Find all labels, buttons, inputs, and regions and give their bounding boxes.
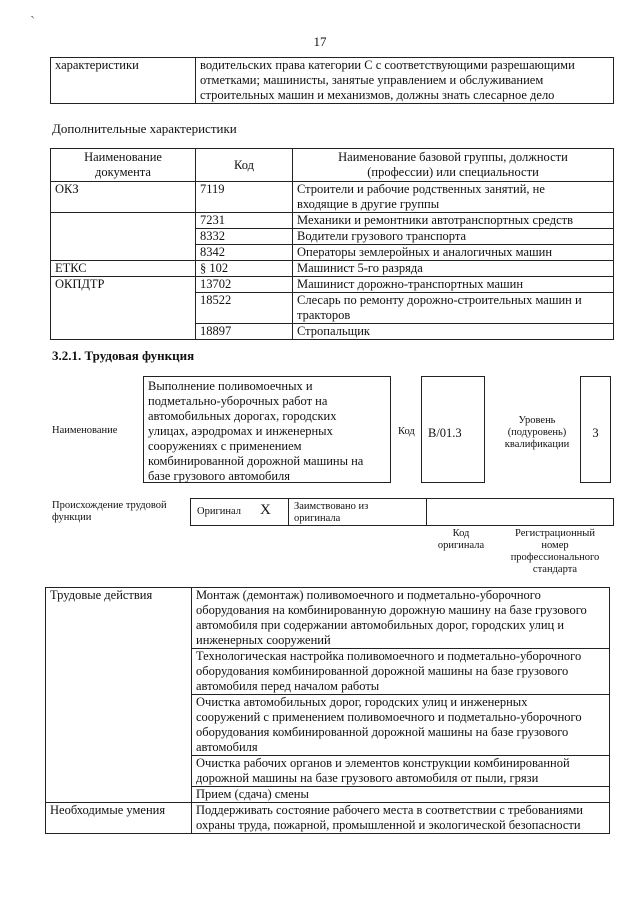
skill-line: охраны труда, пожарной, промышленной и экологической безопасности <box>196 818 581 832</box>
table-row <box>46 588 610 649</box>
header-code: Код <box>196 149 293 182</box>
function-name-line: комбинированной дорожной машины на <box>148 454 364 468</box>
name-cell: Механики и ремонтники автотранспортных средств <box>293 213 614 229</box>
top-characteristics-table <box>50 57 614 104</box>
doc-cell: ЕТКС <box>51 261 196 277</box>
name-cell <box>293 293 614 324</box>
level-label-line: Уровень <box>518 415 556 426</box>
function-name-line: автомобильных дорогах, городских <box>148 409 337 423</box>
actions-label: Трудовые действия <box>46 588 192 803</box>
code-cell: 8332 <box>196 229 293 245</box>
code-cell: 7119 <box>196 182 293 213</box>
origin-divider <box>288 498 289 526</box>
origin-label-line: Происхождение трудовой <box>52 500 167 511</box>
name-line: входящие в другие группы <box>297 197 440 211</box>
action-line: оборудования комбинированной дорожной машины на базе грузового <box>196 664 569 678</box>
function-name-line: подметально-уборочных работ на <box>148 394 328 408</box>
level-label-line: квалификации <box>504 439 570 450</box>
level-value: 3 <box>592 426 599 440</box>
top-table-label: характеристики <box>51 58 196 104</box>
action-line: дорожной машины на базе грузового автомобиля от пыли, грязи <box>196 771 539 785</box>
table-row <box>51 324 614 340</box>
function-name-line: базе грузового автомобиля <box>148 469 290 483</box>
name-cell <box>293 182 614 213</box>
code-value: B/01.3 <box>428 426 462 440</box>
function-name-line: улицах, аэродромах и инженерных <box>148 424 333 438</box>
code-cell: 7231 <box>196 213 293 229</box>
reg-number-line: номер <box>541 540 569 551</box>
table-row <box>51 229 614 245</box>
level-label-line: (подуровень) <box>507 427 567 438</box>
code-original-label <box>426 528 496 552</box>
action-line: Монтаж (демонтаж) поливомоечного и подметально-уборочного <box>196 588 541 602</box>
name-cell: Водители грузового транспорта <box>293 229 614 245</box>
doc-cell: ОКЗ <box>51 182 196 213</box>
header-doc-line: Наименование <box>84 150 162 164</box>
action-line: Технологическая настройка поливомоечного и подметально-уборочного <box>196 649 582 663</box>
reg-number-line: стандарта <box>532 564 578 575</box>
borrowed-label-line: Заимствовано из <box>294 501 369 512</box>
labor-actions-table <box>45 587 610 834</box>
code-cell: 8342 <box>196 245 293 261</box>
action-line: Очистка рабочих органов и элементов конструкции комбинированной <box>196 756 570 770</box>
name-cell: Машинист дорожно-транспортных машин <box>293 277 614 293</box>
action-line: Прием (сдача) смены <box>196 787 309 801</box>
action-cell <box>192 649 610 695</box>
action-line: оборудования комбинированной дорожной машины на базе грузового <box>196 725 569 739</box>
name-cell: Машинист 5-го разряда <box>293 261 614 277</box>
header-doc <box>51 149 196 182</box>
header-name <box>293 149 614 182</box>
borrowed-label <box>294 501 368 525</box>
action-cell <box>192 695 610 756</box>
table-row <box>51 213 614 229</box>
table-row <box>51 261 614 277</box>
action-cell <box>192 756 610 787</box>
page-number: 17 <box>313 34 327 49</box>
reg-number-line: Регистрационный <box>515 528 595 539</box>
code-value-box <box>421 376 485 483</box>
top-text-line: строительных машин и механизмов, должны знать слесарное дело <box>200 88 555 102</box>
corner-mark: ` <box>30 14 36 31</box>
extra-characteristics-title: Дополнительные характеристики <box>52 121 237 136</box>
action-line: автомобиля перед началом работы <box>196 679 380 693</box>
action-cell <box>192 588 610 649</box>
name-cell: Операторы землеройных и аналогичных машин <box>293 245 614 261</box>
code-cell: 18522 <box>196 293 293 324</box>
name-line: тракторов <box>297 308 351 322</box>
action-line: Очистка автомобильных дорог, городских улиц и инженерных <box>196 695 528 709</box>
section-title: 3.2.1. Трудовая функция <box>52 348 195 363</box>
origin-table <box>190 498 614 526</box>
skill-line: Поддерживать состояние рабочего места в соответствии с требованиями <box>196 803 583 817</box>
function-name-line: Выполнение поливомоечных и <box>148 379 313 393</box>
header-name-line: (профессии) или специальности <box>367 165 539 179</box>
function-name-line: сооружениях с применением <box>148 439 302 453</box>
name-line: Слесарь по ремонту дорожно-строительных машин и <box>297 293 582 307</box>
action-cell <box>192 787 610 803</box>
doc-cell <box>51 324 196 340</box>
top-text-line: водительских права категории С с соответствующими разрешающими <box>200 58 575 72</box>
function-name-box <box>143 376 391 483</box>
action-line: инженерных сооружений <box>196 633 331 647</box>
reg-number-line: профессионального <box>510 552 600 563</box>
doc-cell <box>51 229 196 245</box>
reg-number-label <box>500 528 610 576</box>
origin-label <box>52 500 167 524</box>
original-mark: X <box>260 502 271 518</box>
origin-label-line: функции <box>52 512 92 523</box>
doc-cell <box>51 245 196 261</box>
origin-divider <box>426 498 427 526</box>
borrowed-label-line: оригинала <box>294 513 341 524</box>
name-line: Строители и рабочие родственных занятий, не <box>297 182 545 196</box>
code-original-line: Код <box>452 528 470 539</box>
code-cell: 13702 <box>196 277 293 293</box>
table-row <box>51 245 614 261</box>
top-text-line: отметками; машинисты, занятые управлением и обслуживанием <box>200 73 544 87</box>
code-label: Код <box>398 426 415 437</box>
header-doc-line: документа <box>95 165 151 179</box>
table-row <box>46 803 610 834</box>
action-line: оборудования на комбинированную дорожную машину на базе грузового <box>196 603 587 617</box>
doc-cell <box>51 213 196 229</box>
table-row <box>51 293 614 324</box>
table-row <box>51 277 614 293</box>
top-table-text <box>196 58 614 104</box>
extra-characteristics-table <box>50 148 614 340</box>
code-cell: 18897 <box>196 324 293 340</box>
skill-cell <box>192 803 610 834</box>
code-original-line: оригинала <box>437 540 485 551</box>
action-line: автомобиля при содержании автомобильных дорог, городских улиц и <box>196 618 565 632</box>
level-value-box <box>580 376 611 483</box>
skills-label: Необходимые умения <box>46 803 192 834</box>
code-cell: § 102 <box>196 261 293 277</box>
name-label: Наименование <box>52 425 118 436</box>
name-cell: Стропальщик <box>293 324 614 340</box>
original-label: Оригинал <box>197 506 241 517</box>
action-line: автомобиля <box>196 740 258 754</box>
table-row <box>51 182 614 213</box>
doc-cell: ОКПДТР <box>51 277 196 293</box>
level-label <box>496 415 578 451</box>
action-line: сооружений с применением поливомоечного и подметально-уборочного <box>196 710 582 724</box>
doc-cell <box>51 293 196 324</box>
header-name-line: Наименование базовой группы, должности <box>338 150 568 164</box>
